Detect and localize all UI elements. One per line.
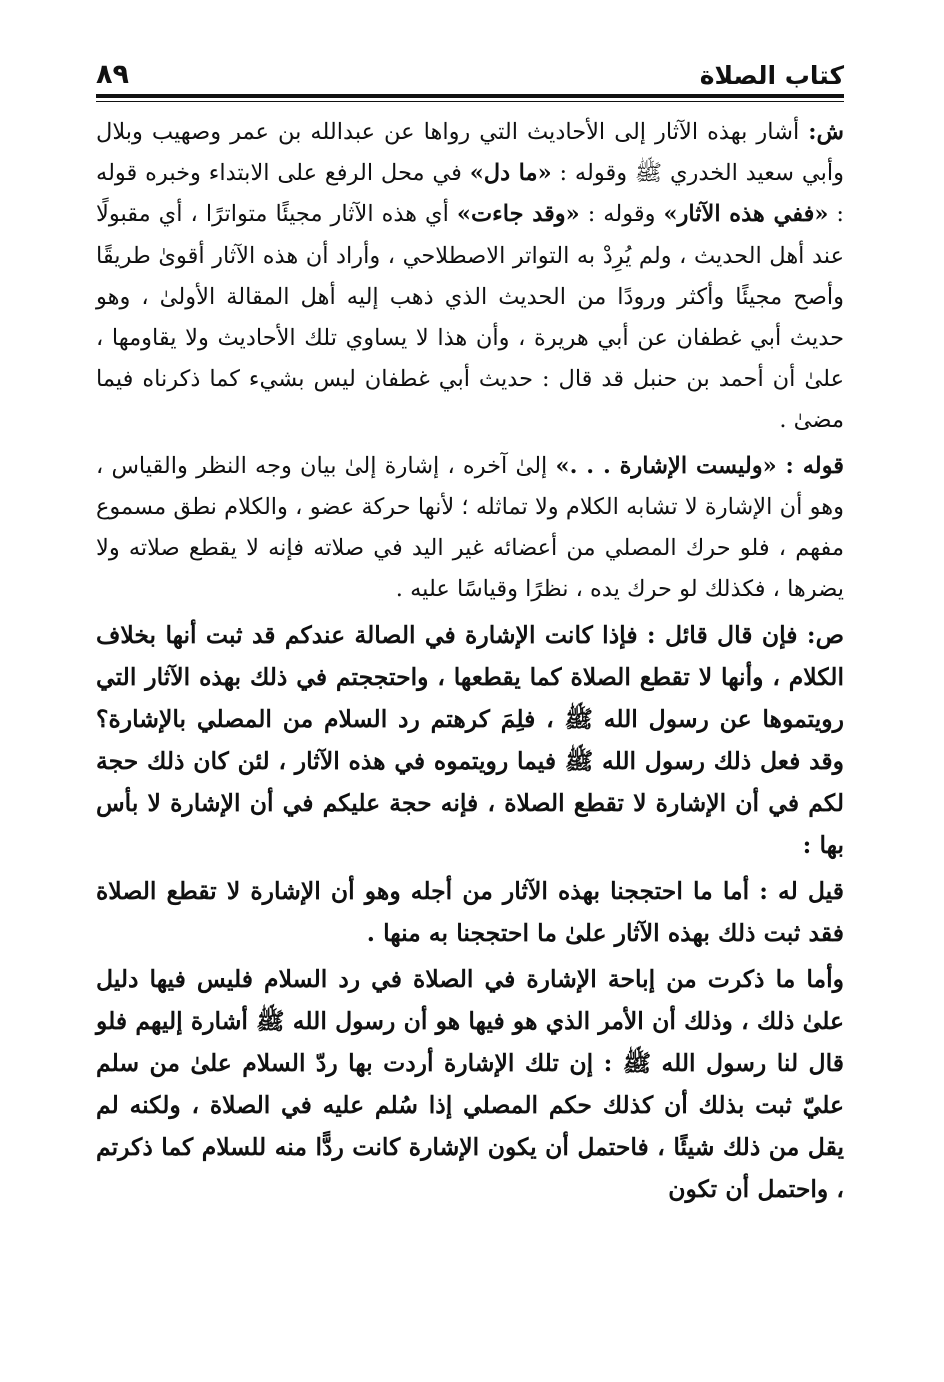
quoted-phrase: «ففي هذه الآثار» (663, 201, 829, 228)
quoted-phrase: «وقد جاءت» (456, 201, 580, 228)
paragraph-text: إلىٰ آخره ، إشارة إلىٰ بيان وجه النظر والقياس ، وهو أن الإشارة لا تشابه الكلام ولا تماثله ؛ لأنها حركة عضو ، والكلام نطق مسموع مفهم ، فلو حرك المصلي من أعضائه غير اليد في صلاته فإنه لا يقطع صلاته ولا يضرها ، فكذلك لو حرك يده ، نظرًا وقياسًا عليه . (96, 452, 844, 603)
header-rule-thick (96, 94, 844, 98)
page-number: ٨٩ (96, 59, 129, 90)
paragraph-text: قيل له : أما ما احتججنا بهذه الآثار من أجله وهو أن الإشارة لا تقطع الصلاة فقد ثبت ذلك بهذه الآثار علىٰ ما احتججنا به منها . (96, 877, 844, 948)
quoted-phrase: «وليست الإشارة . . .» (555, 452, 786, 479)
paragraph-commentary-1 (96, 112, 844, 442)
paragraph-continuation (96, 958, 844, 1210)
paragraph-text: وأما ما ذكرت من إباحة الإشارة في الصلاة في رد السلام فليس فيها دليل علىٰ ذلك ، وذلك أن الأمر الذي هو فيها هو أن رسول الله ﷺ أشارة إليهم فلو قال لنا رسول الله ﷺ : إن تلك الإشارة أردت بها ردّ السلام علىٰ من سلم عليّ ثبت بذلك أن كذلك حكم المصلي إذا سُلم عليه في الصلاة ، ولكنه لم يقل من ذلك شيئًا ، فاحتمل أن يكون الإشارة كانت ردًّا منه للسلام كما ذكرتم ، واحتمل أن تكون (96, 965, 844, 1204)
paragraph-text: أي هذه الآثار مجيئًا متواترًا ، أي مقبولًا عند أهل الحديث ، ولم يُرِدْ به التواتر الاصطلاحي ، وأراد أن هذه الآثار أقوىٰ طريقًا وأصح مجيئًا وأكثر ورودًا من الحديث الذي ذهب إليه أهل المقالة الأولىٰ ، وهو حديث أبي غطفان عن أبي هريرة ، وأن هذا لا يساوي تلك الأحاديث ولا يقاومها ، علىٰ أن أحمد بن حنبل قد قال : حديث أبي غطفان ليس بشيء كما ذكرناه فيما مضىٰ . (96, 201, 844, 434)
paragraph-text: أشار بهذه الآثار إلى الأحاديث التي رواها عن عبدالله بن عمر وصهيب وبلال وأبي سعيد الخدري ﷺ وقوله : (96, 119, 844, 187)
paragraph-text: وقوله : (579, 201, 664, 228)
book-page (96, 48, 844, 1214)
quoted-phrase: «ما دل» (469, 160, 552, 187)
header-rule-thin (96, 101, 844, 102)
paragraph-text: في محل الرفع على الابتداء وخبره قوله : (96, 160, 845, 228)
book-title: كتاب الصلاة (699, 61, 844, 90)
paragraph-text: فإن قال قائل : فإذا كانت الإشارة في الصالة عندكم قد ثبت أنها بخلاف الكلام ، وأنها لا تقطع الصلاة كما يقطعها ، واحتججتم في ذلك بهذه الآثار التي رويتموها عن رسول الله ﷺ ، فلِمَ كرهتم رد السلام من المصلي بالإشارة؟ وقد فعل ذلك رسول الله ﷺ فيما رويتموه في هذه الآثار ، لئن كان ذلك حجة لكم في أن الإشارة لا تقطع الصلاة ، فإنه حجة عليكم في أن الإشارة لا بأس بها : (96, 621, 844, 860)
paragraph-marker: ص: (806, 621, 844, 650)
page-body (96, 112, 844, 1210)
paragraph-marker: ش: (808, 119, 844, 145)
page-header (96, 48, 844, 90)
paragraph-original-text (96, 614, 844, 866)
paragraph-reply (96, 870, 844, 954)
paragraph-marker: قوله : (785, 452, 845, 479)
paragraph-commentary-2 (96, 446, 844, 611)
